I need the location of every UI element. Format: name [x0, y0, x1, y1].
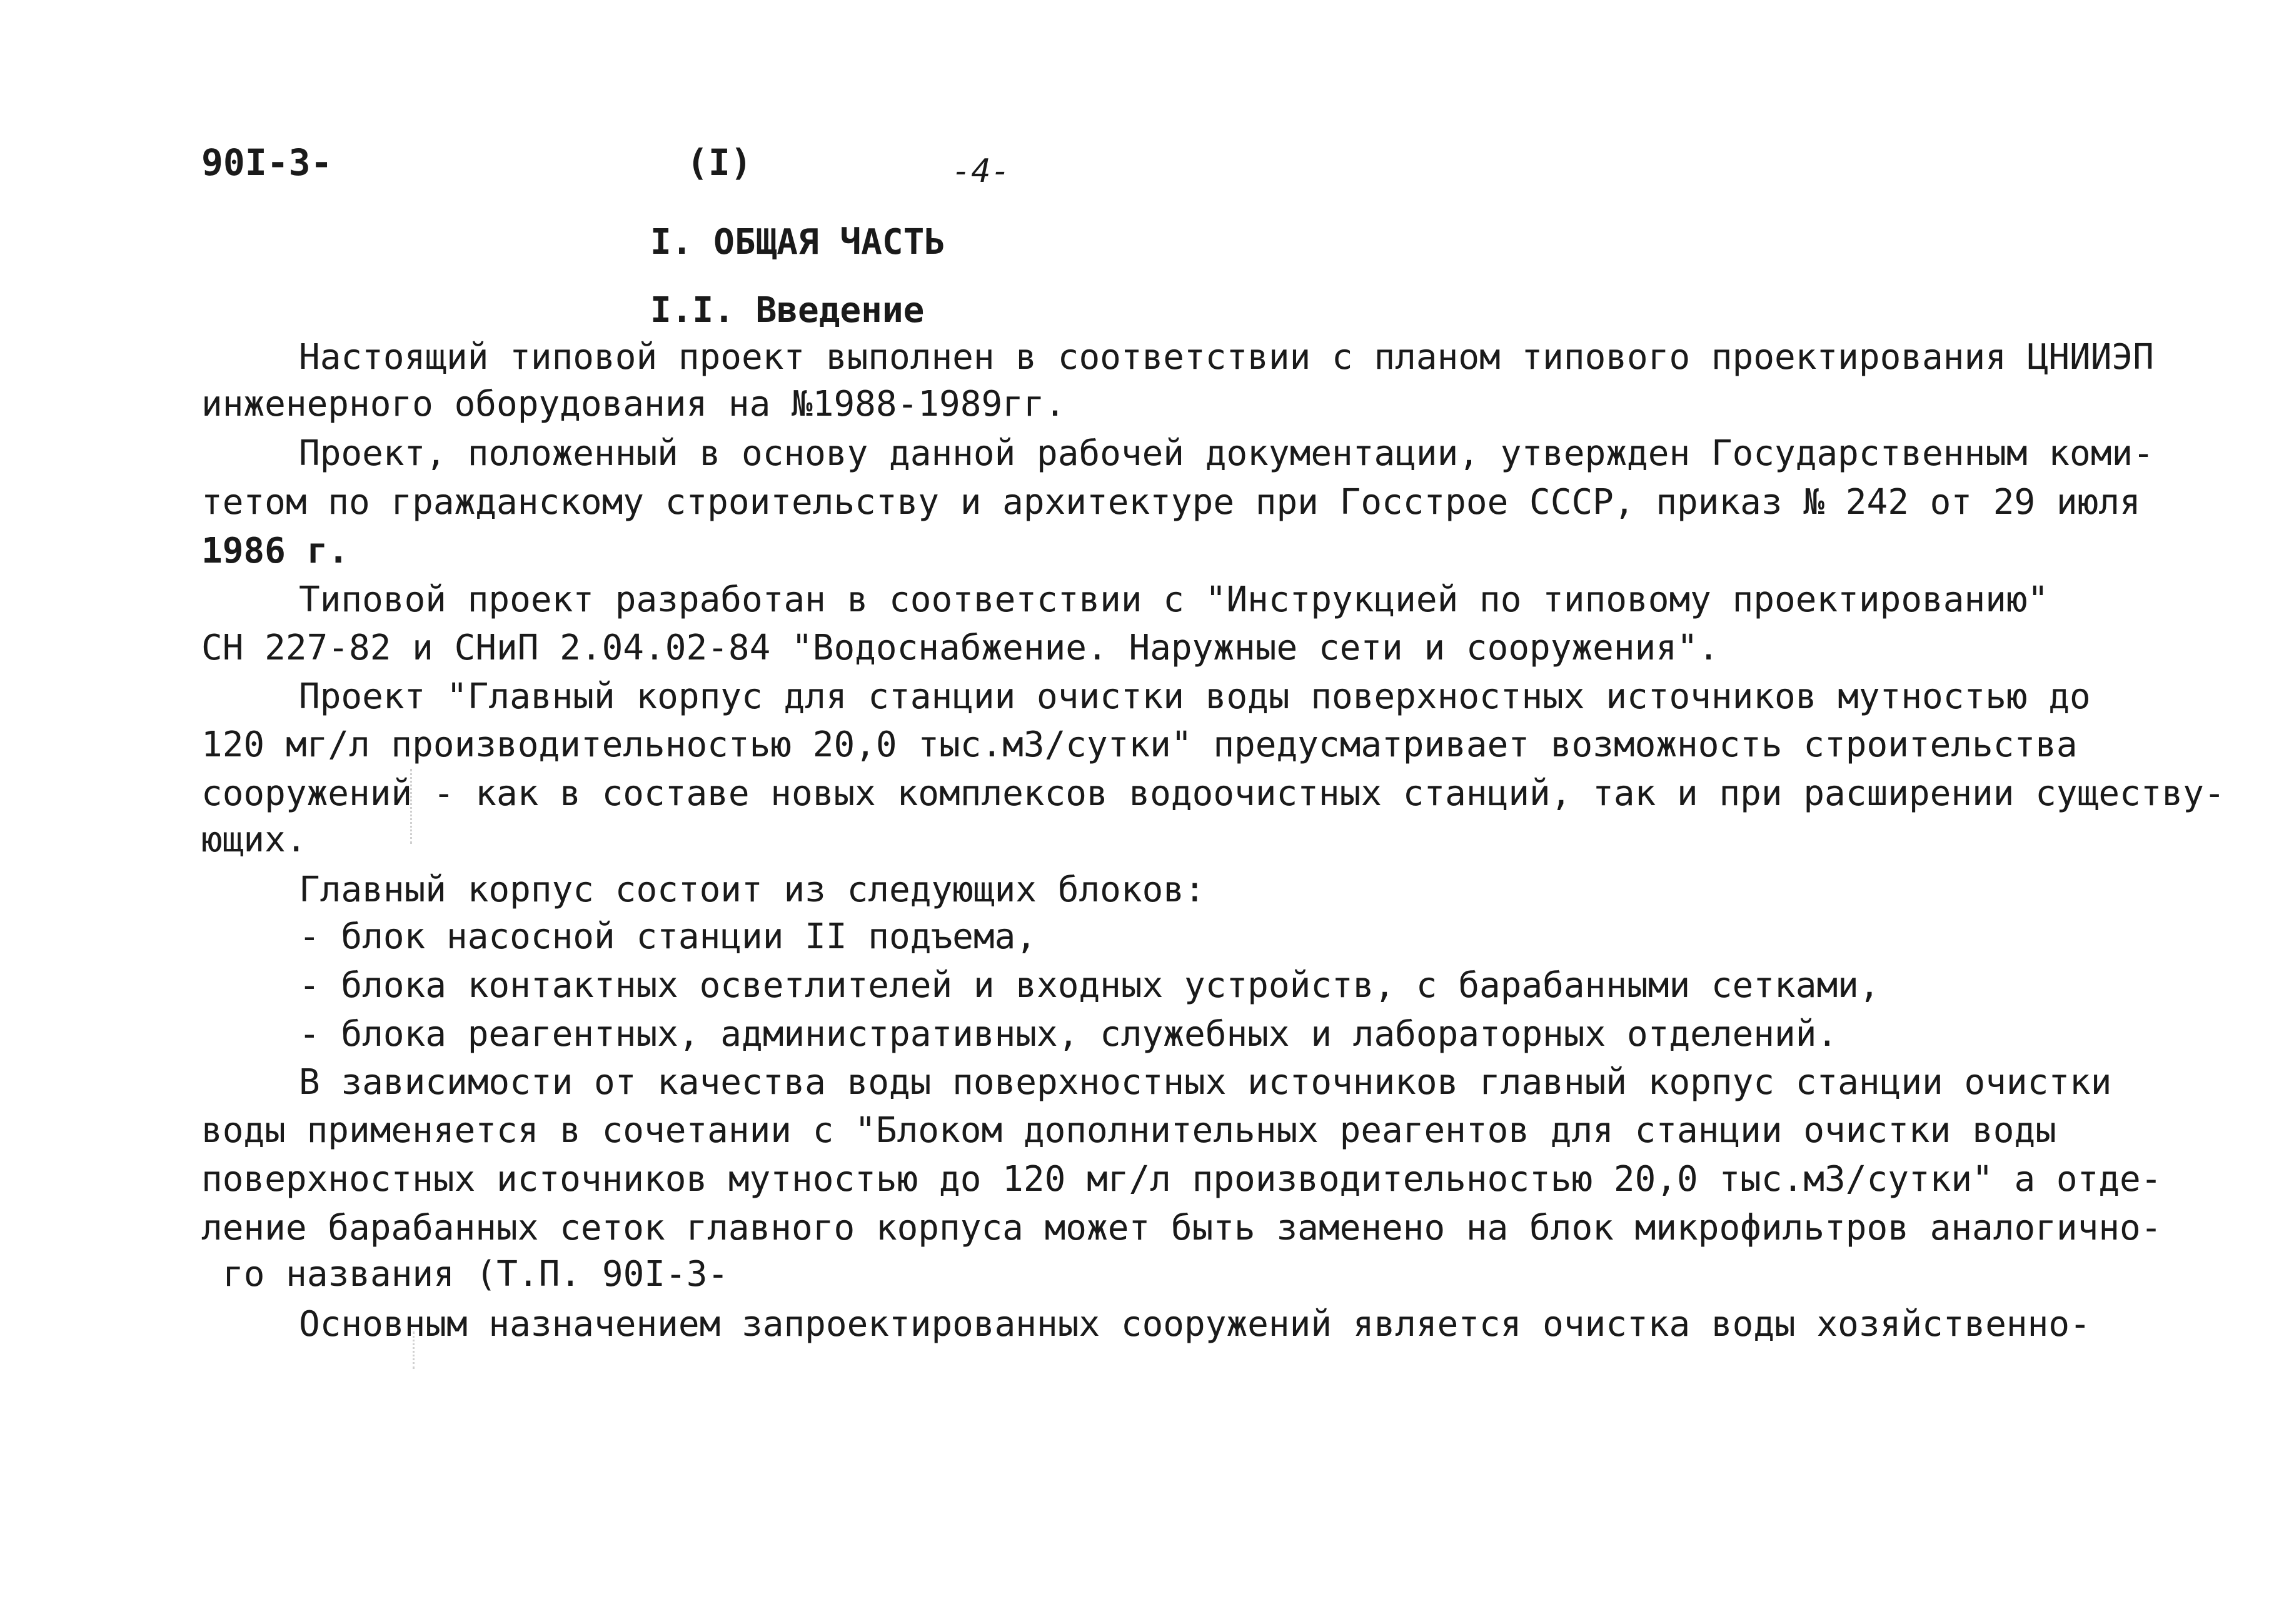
scan-artifact-line — [410, 769, 412, 844]
body-line: воды применяется в сочетании с "Блоком дополнительных реагентов для станции очистки воды — [201, 1110, 2056, 1151]
list-item: - блока контактных осветлителей и входных устройств, с барабанными сетками, — [299, 965, 1880, 1006]
scan-artifact-line — [413, 1331, 415, 1369]
body-line: Основным назначением запроектированных сооружений является очистка воды хозяйственно- — [299, 1304, 2091, 1345]
body-line: 1986 г. — [201, 531, 350, 571]
body-line: В зависимости от качества воды поверхностных источников главный корпус станции очистки — [299, 1062, 2112, 1103]
body-line: Проект, положенный в основу данной рабочей документации, утвержден Государственным коми- — [299, 433, 2154, 474]
page-number: -4- — [952, 153, 1010, 190]
section-subtitle: I.I. Введение — [650, 290, 925, 331]
body-line: го названия (Т.П. 90I-3- — [223, 1254, 729, 1295]
body-line: 120 мг/л производительностью 20,0 тыс.м3/сутки" предусматривает возможность строительства — [201, 724, 2078, 765]
list-item: - блок насосной станции II подъема, — [299, 916, 1037, 957]
body-line: инженерного оборудования на №1988-1989гг. — [201, 384, 1066, 424]
body-line: Проект "Главный корпус для станции очистки воды поверхностных источников мутностью до — [299, 676, 2091, 717]
body-line: ление барабанных сеток главного корпуса может быть заменено на блок микрофильтров аналогично- — [201, 1208, 2162, 1248]
body-line: ющих. — [201, 820, 307, 860]
body-line: Типовой проект разработан в соответствии с "Инструкцией по типовому проектированию" — [299, 579, 2049, 620]
doc-code: 90I-3- — [201, 141, 333, 184]
body-line: Главный корпус состоит из следующих блоков: — [299, 870, 1205, 910]
body-line: СН 227-82 и СНиП 2.04.02-84 "Водоснабжение. Наружные сети и сооружения". — [201, 628, 1719, 668]
body-line: тетом по гражданскому строительству и архитектуре при Госстрое СССР, приказ № 242 от 29 июля — [201, 482, 2141, 523]
body-line: поверхностных источников мутностью до 120 мг/л производительностью 20,0 тыс.м3/сутки" а отде- — [201, 1159, 2162, 1200]
section-title: I. ОБЩАЯ ЧАСТЬ — [650, 222, 946, 263]
list-item: - блока реагентных, административных, служебных и лабораторных отделений. — [299, 1014, 1838, 1055]
doc-part: (I) — [687, 141, 752, 184]
body-line: Настоящий типовой проект выполнен в соответствии с планом типового проектирования ЦНИИЭП — [299, 337, 2154, 378]
body-line: сооружений - как в составе новых комплексов водоочистных станций, так и при расширении существу- — [201, 773, 2225, 814]
